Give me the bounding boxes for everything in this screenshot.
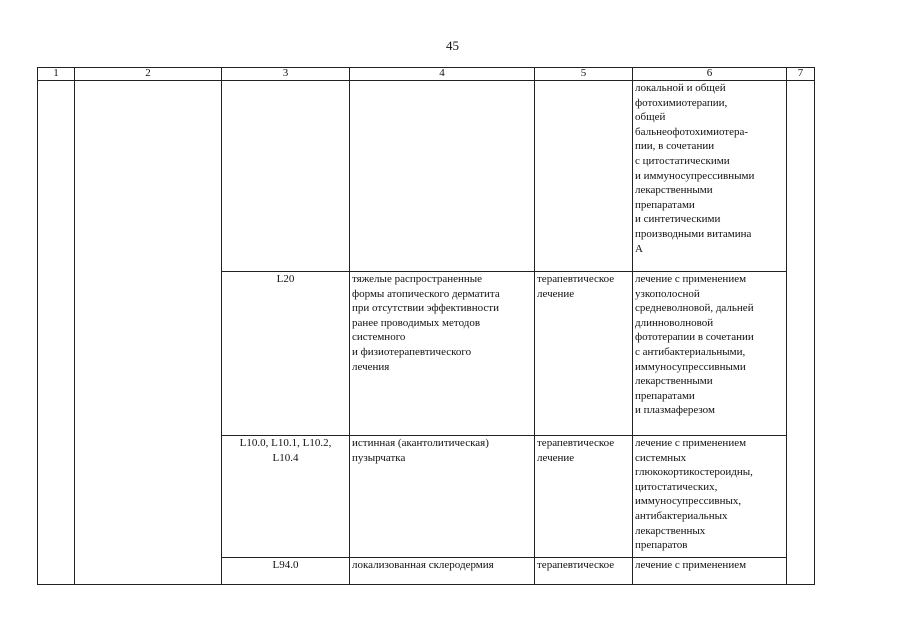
condition-cell (350, 558, 535, 585)
header-col-6: 6 (633, 68, 787, 81)
cell-text-line: препаратами (635, 198, 695, 211)
cell-text-line: узкополосной (635, 287, 700, 300)
cell-text-line: и иммуносупрессивными (635, 169, 755, 182)
header-row (38, 68, 815, 81)
code-cell (222, 81, 350, 272)
cell-text-line: истинная (акантолитическая) (352, 437, 489, 449)
header-col-7: 7 (787, 68, 815, 81)
cell-text-line: системного (352, 331, 406, 344)
cell-text-line: лечение с применением (635, 437, 747, 449)
cell-text-line: глюкокортикостероидны, (635, 466, 753, 479)
method-cell (633, 436, 787, 558)
condition-cell (350, 81, 535, 272)
cell-text-line: L10.0, L10.1, L10.2, (239, 437, 332, 449)
cell-text-line: лечение с применением (635, 273, 747, 285)
cell-text-line: и физиотерапевтического (352, 345, 472, 358)
col-7-cell (787, 81, 815, 585)
cell-text-line: L20 (276, 273, 295, 285)
cell-text-line: иммуносупрессивными (635, 360, 746, 373)
treatment-table (37, 67, 815, 585)
page-number: 45 (446, 38, 459, 53)
header-col-3: 3 (222, 68, 350, 81)
header-col-4: 4 (350, 68, 535, 81)
col-1-cell (38, 81, 75, 585)
cell-text-line: фототерапии в сочетании (635, 331, 754, 344)
cell-text-line: лекарственных (635, 524, 706, 537)
cell-text-line: бальнеофотохимиотера- (635, 125, 749, 138)
cell-text-line: препаратов (635, 539, 688, 552)
cell-text-line: терапевтическое (537, 273, 615, 285)
cell-text-line: локальной и общей (635, 82, 726, 94)
cell-text-line: общей (635, 111, 666, 124)
cell-text-line: цитостатических, (635, 480, 718, 493)
cell-text-line: и синтетическими (635, 213, 721, 226)
condition-cell (350, 272, 535, 436)
cell-text-line: длинноволновой (635, 316, 714, 329)
header-col-1: 1 (38, 68, 75, 81)
cell-text-line: лечение с применением (635, 559, 747, 571)
treatment-type-cell (535, 436, 633, 558)
cell-text-line: лечение (537, 287, 575, 300)
cell-text-line: лечения (352, 360, 390, 373)
cell-text-line: с антибактериальными, (635, 345, 746, 358)
method-cell (633, 272, 787, 436)
cell-text-line: L94.0 (272, 559, 299, 571)
cell-text-line: L10.4 (272, 451, 299, 464)
cell-text-line: пии, в сочетании (635, 140, 715, 153)
cell-text-line: локализованная склеродермия (352, 559, 494, 571)
cell-text-line: производными витамина (635, 227, 752, 240)
cell-text-line: формы атопического дерматита (352, 287, 500, 300)
cell-text-line: препаратами (635, 389, 695, 402)
cell-text-line: системных (635, 451, 687, 464)
cell-text-line: терапевтическое (537, 437, 615, 449)
cell-text-line: терапевтическое (537, 559, 615, 571)
cell-text-line: средневолновой, дальней (635, 302, 754, 315)
table-row (38, 81, 815, 272)
code-cell (222, 272, 350, 436)
cell-text-line: с цитостатическими (635, 154, 730, 167)
header-col-2: 2 (75, 68, 222, 81)
cell-text-line: ранее проводимых методов (352, 316, 481, 329)
cell-text-line: фотохимиотерапии, (635, 96, 728, 109)
method-cell (633, 558, 787, 585)
treatment-type-cell (535, 81, 633, 272)
col-2-cell (75, 81, 222, 585)
cell-text-line: А (635, 242, 643, 255)
cell-text-line: при отсутствии эффективности (352, 302, 499, 315)
cell-text-line: и плазмаферезом (635, 404, 715, 417)
cell-text-line: иммуносупрессивных, (635, 495, 742, 508)
treatment-type-cell (535, 272, 633, 436)
cell-text-line: лекарственными (635, 184, 713, 197)
cell-text-line: антибактериальных (635, 509, 728, 522)
cell-text-line: лекарственными (635, 375, 713, 388)
code-cell (222, 558, 350, 585)
cell-text-line: лечение (537, 451, 575, 464)
code-cell (222, 436, 350, 558)
treatment-type-cell (535, 558, 633, 585)
cell-text-line: пузырчатка (352, 451, 406, 464)
method-cell (633, 81, 787, 272)
condition-cell (350, 436, 535, 558)
header-col-5: 5 (535, 68, 633, 81)
cell-text-line: тяжелые распространенные (352, 273, 483, 285)
